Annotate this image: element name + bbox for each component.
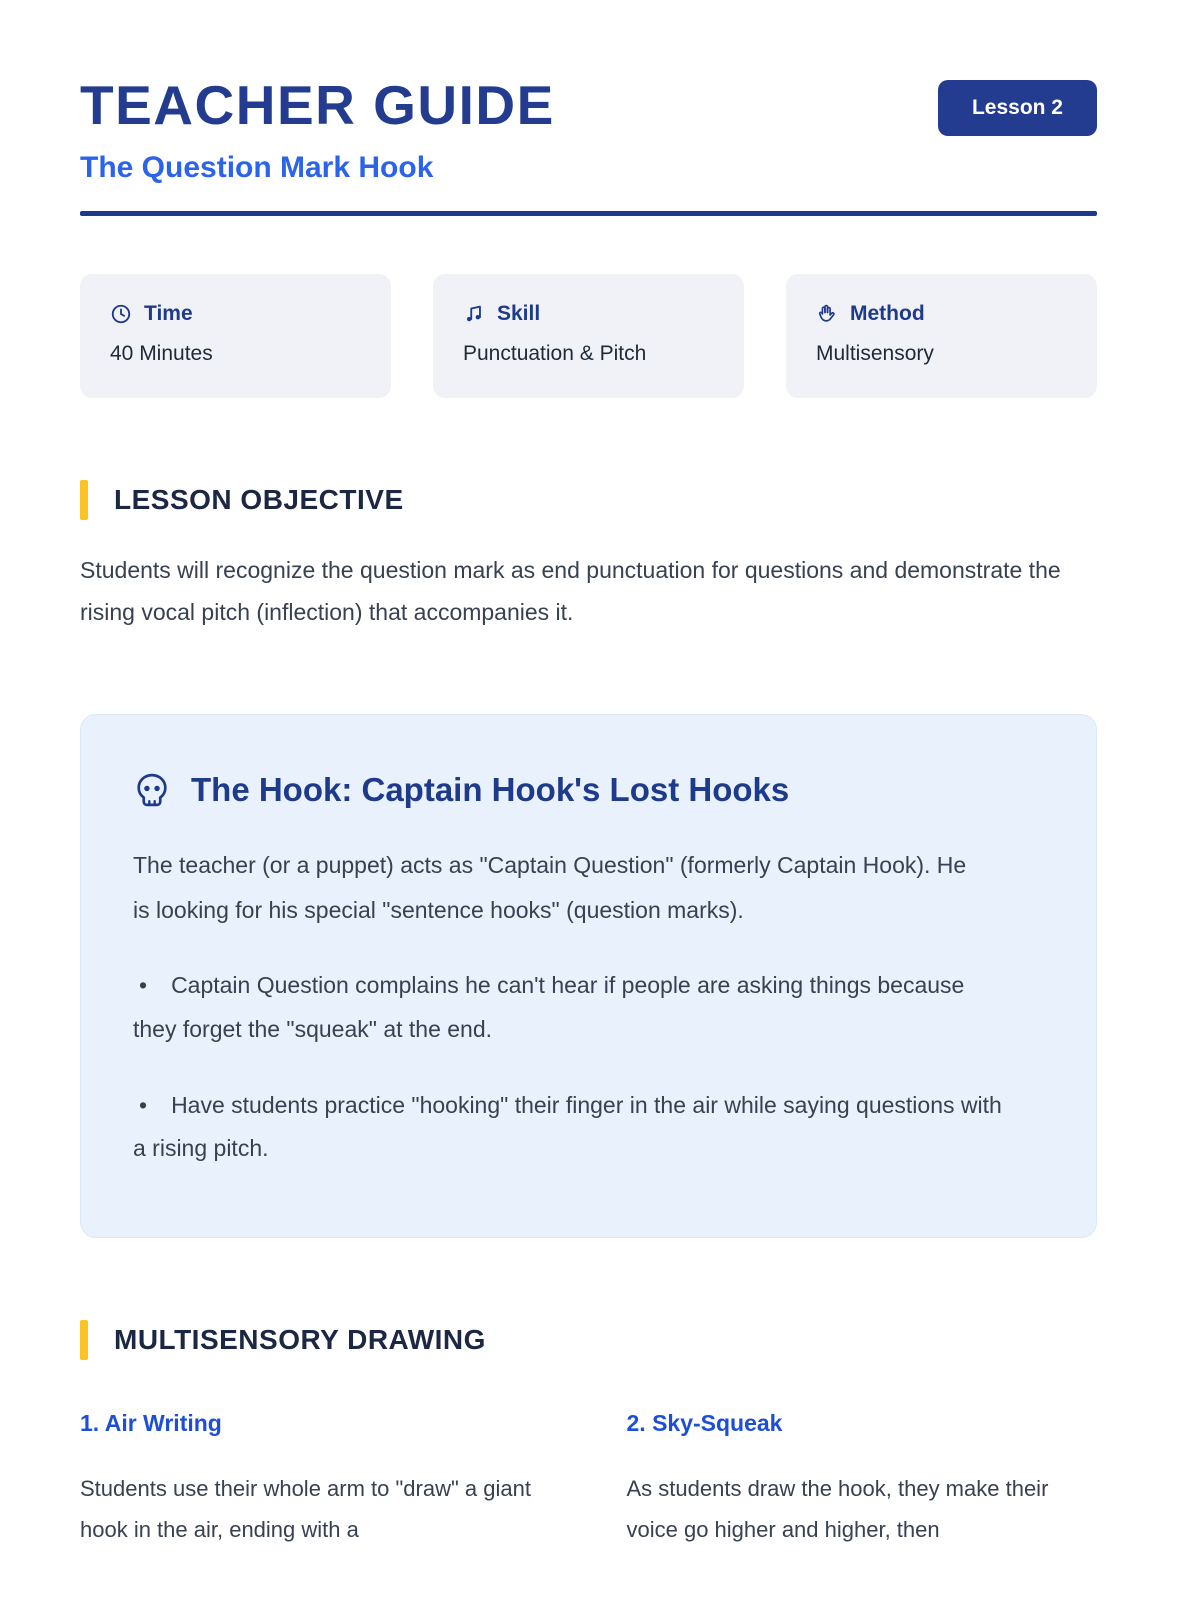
card-label-skill: Skill — [497, 302, 541, 325]
info-cards — [80, 274, 1097, 398]
header-divider — [80, 211, 1097, 216]
info-card-skill — [433, 274, 744, 398]
page-subtitle: The Question Mark Hook — [80, 151, 434, 184]
card-label-row — [463, 302, 714, 326]
drawing-column-sky-squeak — [627, 1410, 1098, 1550]
section-title: MULTISENSORY DRAWING — [114, 1324, 486, 1356]
column-title: 1. Air Writing — [80, 1410, 222, 1437]
info-card-method — [786, 274, 1097, 398]
card-value-skill: Punctuation & Pitch — [463, 342, 647, 365]
yellow-accent-bar — [80, 480, 88, 520]
hook-heading — [133, 771, 1036, 809]
card-label-time: Time — [144, 302, 193, 325]
drawing-column-air-writing — [80, 1410, 551, 1550]
page-header — [80, 74, 1097, 185]
page-title: TEACHER GUIDE — [80, 74, 555, 136]
card-label-row — [816, 302, 1067, 326]
card-label-method: Method — [850, 302, 925, 325]
hook-bullet-2: • Have students practice "hooking" their finger in the air while saying questions with a rising pitch. — [133, 1084, 1013, 1171]
section-title: LESSON OBJECTIVE — [114, 484, 404, 515]
drawing-columns — [80, 1410, 1097, 1550]
music-note-icon — [463, 303, 485, 325]
card-value-method: Multisensory — [816, 342, 934, 365]
hook-callout-box — [80, 714, 1097, 1238]
hook-title: The Hook: Captain Hook's Lost Hooks — [191, 770, 790, 808]
hook-bullet-1: • Captain Question complains he can't hear if people are asking things because they forget the "squeak" at the end. — [133, 964, 1013, 1051]
card-value-time: 40 Minutes — [110, 342, 213, 365]
header-titles — [80, 74, 555, 185]
yellow-accent-bar — [80, 1320, 88, 1360]
lesson-badge: Lesson 2 — [938, 80, 1097, 136]
column-text: Students use their whole arm to "draw" a giant hook in the air, ending with a — [80, 1476, 531, 1542]
column-text: As students draw the hook, they make their voice go higher and higher, then — [626, 1476, 1049, 1542]
multisensory-drawing-heading — [80, 1320, 1097, 1360]
card-label-row — [110, 302, 361, 326]
lesson-objective-heading — [80, 480, 1097, 520]
info-card-time — [80, 274, 391, 398]
hook-intro: The teacher (or a puppet) acts as "Captain Question" (formerly Captain Hook). He is looking for his special "sentence hooks" (question marks). — [133, 851, 967, 923]
skull-icon — [133, 771, 171, 809]
objective-text: Students will recognize the question mark as end punctuation for questions and demonstrate the rising vocal pitch (inflection) that accompanies it. — [80, 557, 1061, 625]
hand-gesture-icon — [816, 303, 838, 325]
column-title: 2. Sky-Squeak — [626, 1410, 783, 1437]
clock-icon — [110, 303, 132, 325]
